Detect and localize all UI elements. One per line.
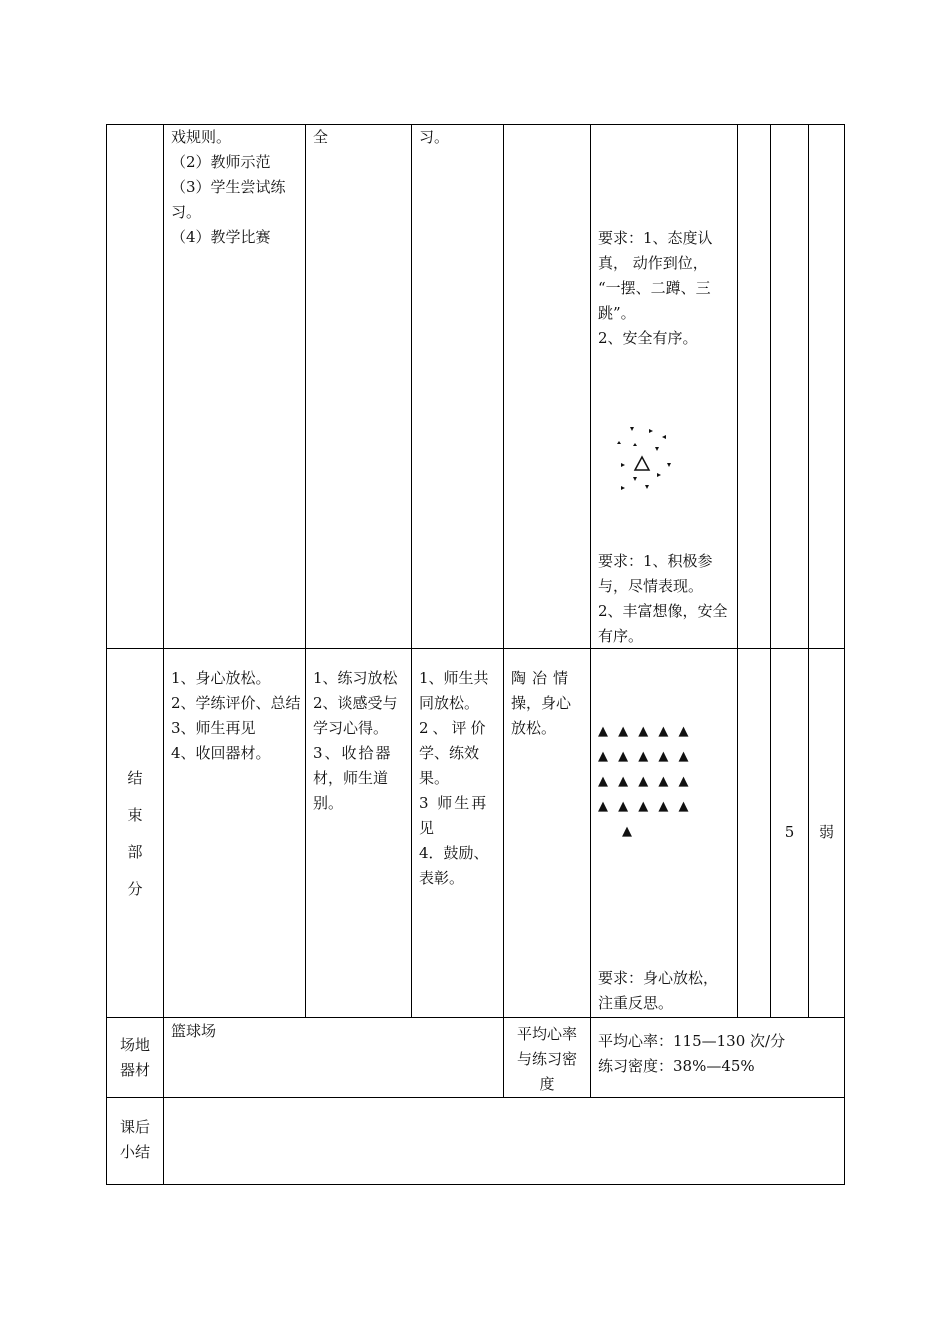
- teacher-line: 学习心得。: [313, 719, 389, 737]
- scatter-formation-diagram: [609, 421, 689, 501]
- student-marker: [621, 463, 625, 467]
- summary-label: 课后: [119, 1118, 150, 1136]
- teacher-line: 全: [313, 128, 329, 146]
- teacher-line: 材，师生道: [313, 769, 389, 787]
- summary-label: 小结: [119, 1143, 150, 1161]
- heart-rate-label-cell: [504, 1018, 591, 1098]
- student-marker: [630, 427, 634, 431]
- ending-time-cell: [771, 649, 809, 1018]
- requirement-line: 2、丰富想像，安全: [598, 602, 728, 620]
- teacher-activity-cell: [306, 125, 412, 649]
- venue-row: [107, 1018, 845, 1098]
- requirement-line: 与，尽情表现。: [598, 577, 704, 595]
- requirement-line: 跳”。: [598, 304, 636, 322]
- formation-row: ▲ ▲ ▲ ▲ ▲: [598, 724, 692, 739]
- requirement-line: 要求：1、态度认: [598, 229, 713, 247]
- ending-section-label: [107, 649, 164, 1018]
- requirements-block-2: [598, 549, 732, 649]
- ending-teacher-cell: [306, 649, 412, 1018]
- content-line: （4）教学比赛: [171, 228, 271, 246]
- teacher-marker: [635, 457, 649, 470]
- student-marker: [633, 477, 637, 481]
- requirement-line: “一摆、二蹲、三: [598, 279, 711, 297]
- ending-organization-cell: [591, 649, 738, 1018]
- heart-rate-value: 平均心率：115—130 次/分: [598, 1032, 786, 1050]
- formation-row: ▲ ▲ ▲ ▲ ▲: [598, 774, 692, 789]
- intensity-value: 弱: [818, 823, 834, 841]
- ending-section-row: [107, 649, 845, 1018]
- student-line: 表彰。: [419, 869, 465, 887]
- venue-label: 场地: [119, 1035, 150, 1054]
- content-line: 4、收回器材。: [171, 744, 271, 762]
- student-marker: [655, 447, 659, 451]
- goal-line: 放松。: [511, 719, 557, 737]
- venue-value-cell: [164, 1018, 504, 1098]
- requirement-line: 2、安全有序。: [598, 329, 698, 347]
- ending-student-cell: [412, 649, 504, 1018]
- student-marker: [667, 463, 671, 467]
- content-line: （3）学生尝试练: [171, 178, 286, 196]
- venue-value: 篮球场: [171, 1022, 217, 1040]
- intensity-cell: [809, 125, 845, 649]
- ending-goal-cell: [504, 649, 591, 1018]
- formation-row: ▲ ▲ ▲ ▲ ▲: [598, 749, 692, 764]
- formation-row: ▲ ▲ ▲ ▲ ▲: [598, 799, 692, 814]
- main-section-row: [107, 125, 845, 649]
- organization-cell: [591, 125, 738, 649]
- content-cell: [164, 125, 306, 649]
- teacher-line: 2、谈感受与: [313, 694, 398, 712]
- student-marker: [662, 435, 666, 439]
- content-line: （2）教师示范: [171, 153, 271, 171]
- ending-count-cell: [738, 649, 771, 1018]
- summary-value-cell[interactable]: [164, 1098, 845, 1185]
- label-char: 束: [127, 805, 143, 824]
- teacher-line: 1、练习放松: [313, 669, 398, 687]
- requirement-line: 要求：身心放松，: [598, 969, 719, 987]
- time-cell: [771, 125, 809, 649]
- student-marker: [649, 429, 653, 433]
- student-marker: [617, 441, 621, 444]
- teacher-line: 别。: [313, 794, 344, 812]
- density-value: 练习密度：38%—45%: [598, 1057, 755, 1075]
- ending-intensity-cell: [809, 649, 845, 1018]
- ending-requirements: [598, 966, 732, 1016]
- summary-label-cell: [107, 1098, 164, 1185]
- student-marker: [621, 486, 625, 490]
- student-marker: [645, 485, 649, 489]
- content-line: 习。: [171, 203, 202, 221]
- requirements-block-1: [598, 226, 732, 351]
- student-line: 2、评价: [419, 719, 490, 737]
- ending-content-cell: [164, 649, 306, 1018]
- student-line: 3 师生再: [419, 794, 489, 812]
- requirement-line: 注重反思。: [598, 994, 674, 1012]
- goal-cell: [504, 125, 591, 649]
- content-line: 1、身心放松。: [171, 669, 271, 687]
- label-char: 部: [127, 842, 143, 861]
- student-marker: [633, 443, 637, 446]
- student-line: 见: [419, 819, 435, 837]
- content-line: 戏规则。: [171, 128, 232, 146]
- heart-rate-value-cell: [591, 1018, 845, 1098]
- heart-label: 度: [539, 1075, 555, 1093]
- student-marker: [657, 473, 661, 477]
- count-cell: [738, 125, 771, 649]
- section-label-cell: [107, 125, 164, 649]
- label-char: 结: [127, 768, 143, 787]
- summary-row: [107, 1098, 845, 1185]
- goal-line: 操，身心: [511, 694, 572, 712]
- requirement-line: 要求：1、积极参: [598, 552, 713, 570]
- student-activity-cell: [412, 125, 504, 649]
- content-line: 2、学练评价、总结: [171, 694, 301, 712]
- student-line: 4．鼓励、: [419, 844, 489, 862]
- venue-label: 器材: [119, 1060, 150, 1079]
- venue-label-cell: [107, 1018, 164, 1098]
- goal-line: 陶冶情: [511, 669, 575, 687]
- heart-label: 平均心率: [516, 1025, 577, 1043]
- time-value: 5: [784, 823, 795, 841]
- requirement-line: 真， 动作到位，: [598, 254, 708, 272]
- label-char: 分: [127, 879, 143, 898]
- student-line: 习。: [419, 128, 450, 146]
- content-line: 3、师生再见: [171, 719, 256, 737]
- teacher-line: 3、收拾器: [313, 744, 393, 762]
- formation-teacher: ▲: [622, 824, 635, 839]
- student-line: 果。: [419, 769, 450, 787]
- student-line: 同放松。: [419, 694, 480, 712]
- requirement-line: 有序。: [598, 627, 644, 645]
- student-line: 学、练效: [419, 744, 480, 762]
- heart-label: 与练习密: [516, 1050, 577, 1068]
- lesson-plan-table: [106, 124, 845, 1185]
- student-line: 1、师生共: [419, 669, 489, 687]
- line-formation: [598, 719, 732, 844]
